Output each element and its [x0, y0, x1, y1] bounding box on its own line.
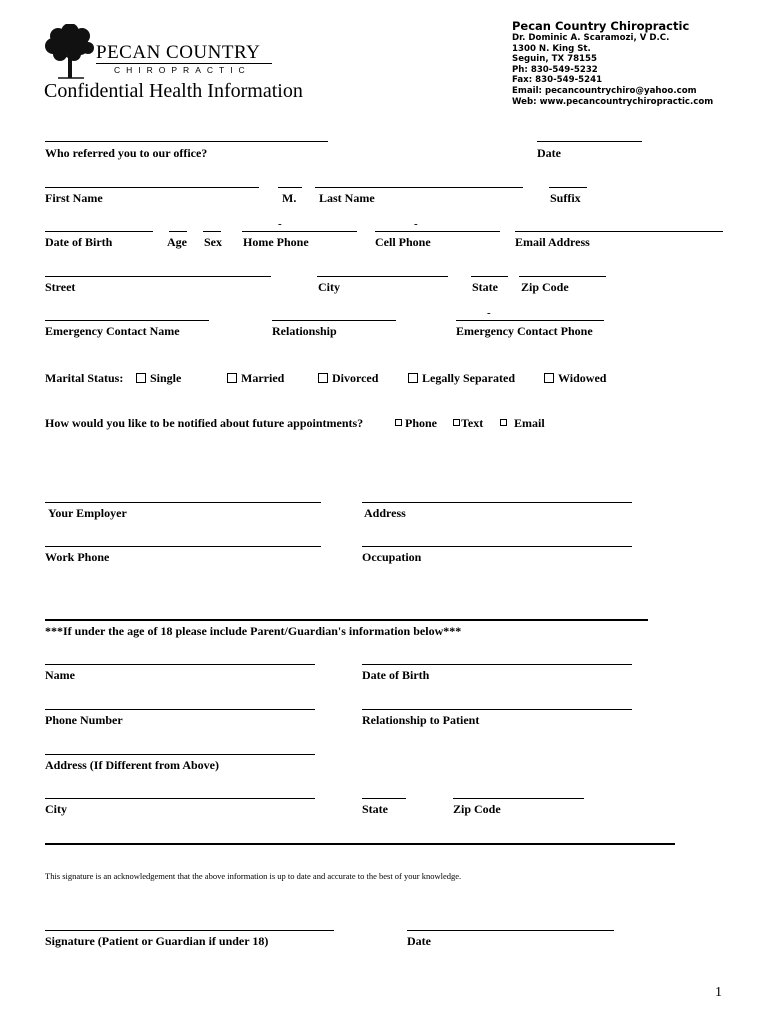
checkbox-icon[interactable]: [408, 373, 418, 383]
age-label: Age: [167, 235, 187, 249]
signature-date-field[interactable]: [407, 930, 614, 931]
dob-label: Date of Birth: [45, 235, 113, 249]
guardian-address-field[interactable]: [45, 754, 315, 755]
guardian-zip-field[interactable]: [453, 798, 584, 799]
city-label: City: [318, 280, 340, 294]
section-divider: [45, 843, 675, 845]
checkbox-icon[interactable]: [227, 373, 237, 383]
marital-option-married[interactable]: Married: [227, 371, 284, 386]
marital-option-legally-separated[interactable]: Legally Separated: [408, 371, 515, 386]
sex-field[interactable]: [203, 231, 221, 232]
guardian-city-field[interactable]: [45, 798, 315, 799]
state-field[interactable]: [471, 276, 508, 277]
middle-initial-field[interactable]: [278, 187, 302, 188]
pecan-tree-icon: [44, 24, 96, 80]
occupation-label: Occupation: [362, 550, 422, 564]
section-divider: [45, 619, 648, 621]
emergency-name-label: Emergency Contact Name: [45, 324, 180, 338]
checkbox-icon[interactable]: [395, 419, 402, 426]
relationship-label: Relationship: [272, 324, 337, 338]
suffix-field[interactable]: [549, 187, 587, 188]
guardian-address-label: Address (If Different from Above): [45, 758, 219, 772]
date-label: Date: [537, 146, 561, 160]
practice-info: [512, 20, 713, 107]
employer-label: Your Employer: [48, 506, 127, 520]
practice-city: Seguin, TX 78155: [512, 54, 597, 65]
practice-email: Email: pecancountrychiro@yahoo.com: [512, 85, 697, 96]
notify-option-text[interactable]: Text: [453, 416, 483, 431]
minor-notice: ***If under the age of 18 please include Parent/Guardian's information below***: [45, 624, 462, 638]
guardian-relationship-field[interactable]: [362, 709, 632, 710]
last-name-label: Last Name: [319, 191, 375, 205]
dob-field[interactable]: [45, 231, 153, 232]
middle-initial-label: M.: [282, 191, 297, 205]
practice-doctor: Dr. Dominic A. Scaramozi, V D.C.: [512, 33, 670, 43]
signature-label: Signature (Patient or Guardian if under 18): [45, 934, 269, 948]
age-field[interactable]: [169, 231, 187, 232]
first-name-label: First Name: [45, 191, 103, 205]
emergency-phone-label: Emergency Contact Phone: [456, 324, 593, 338]
guardian-relationship-label: Relationship to Patient: [362, 713, 480, 727]
employer-field[interactable]: [45, 502, 321, 503]
notify-option-email[interactable]: Email: [500, 416, 545, 431]
home-phone-label: Home Phone: [243, 235, 309, 249]
work-phone-field[interactable]: [45, 546, 321, 547]
guardian-name-field[interactable]: [45, 664, 315, 665]
employer-address-field[interactable]: [362, 502, 632, 503]
marital-option-single[interactable]: Single: [136, 371, 181, 386]
first-name-field[interactable]: [45, 187, 259, 188]
referred-label: Who referred you to our office?: [45, 146, 208, 160]
last-name-field[interactable]: [315, 187, 523, 188]
guardian-city-label: City: [45, 802, 67, 816]
referred-field[interactable]: [45, 141, 328, 142]
email-field[interactable]: [515, 231, 723, 232]
checkbox-icon[interactable]: [500, 419, 507, 426]
employer-address-label: Address: [364, 506, 406, 520]
sex-label: Sex: [204, 235, 222, 249]
zip-field[interactable]: [519, 276, 606, 277]
practice-street: 1300 N. King St.: [512, 43, 591, 54]
cell-phone-field[interactable]: [375, 231, 500, 232]
guardian-phone-field[interactable]: [45, 709, 315, 710]
marital-status-label: Marital Status:: [45, 371, 124, 385]
occupation-field[interactable]: [362, 546, 632, 547]
guardian-zip-label: Zip Code: [453, 802, 501, 816]
guardian-state-label: State: [362, 802, 388, 816]
zip-label: Zip Code: [521, 280, 569, 294]
emergency-name-field[interactable]: [45, 320, 209, 321]
signature-field[interactable]: [45, 930, 334, 931]
practice-web: Web: www.pecancountrychiropractic.com: [512, 96, 714, 107]
emergency-phone-field[interactable]: [456, 320, 604, 321]
acknowledgement-text: This signature is an acknowledgement that the above information is up to date and accurate to the best of your knowledge.: [45, 871, 462, 881]
state-label: State: [472, 280, 498, 294]
date-field[interactable]: [537, 141, 642, 142]
street-field[interactable]: [45, 276, 271, 277]
practice-phone: Ph: 830-549-5232: [512, 64, 598, 75]
notify-option-phone[interactable]: Phone: [395, 416, 437, 431]
email-label: Email Address: [515, 235, 590, 249]
work-phone-label: Work Phone: [45, 550, 110, 564]
relationship-field[interactable]: [272, 320, 396, 321]
guardian-phone-label: Phone Number: [45, 713, 123, 727]
page-title: Confidential Health Information: [44, 80, 303, 102]
checkbox-icon[interactable]: [318, 373, 328, 383]
guardian-state-field[interactable]: [362, 798, 406, 799]
logo: [44, 24, 274, 80]
suffix-label: Suffix: [550, 191, 581, 205]
page-number: 1: [715, 985, 722, 1000]
notify-label: How would you like to be notified about future appointments?: [45, 416, 364, 430]
checkbox-icon[interactable]: [544, 373, 554, 383]
practice-name: Pecan Country Chiropractic: [512, 19, 690, 33]
home-phone-field[interactable]: [242, 231, 357, 232]
logo-line2: CHIROPRACTIC: [114, 65, 251, 75]
cell-phone-label: Cell Phone: [375, 235, 431, 249]
guardian-dob-label: Date of Birth: [362, 668, 430, 682]
guardian-name-label: Name: [45, 668, 75, 682]
logo-line1: PECAN COUNTRY: [96, 42, 261, 63]
guardian-dob-field[interactable]: [362, 664, 632, 665]
marital-option-divorced[interactable]: Divorced: [318, 371, 378, 386]
marital-option-widowed[interactable]: Widowed: [544, 371, 606, 386]
checkbox-icon[interactable]: [453, 419, 460, 426]
signature-date-label: Date: [407, 934, 431, 948]
practice-fax: Fax: 830-549-5241: [512, 75, 603, 86]
checkbox-icon[interactable]: [136, 373, 146, 383]
city-field[interactable]: [317, 276, 448, 277]
street-label: Street: [45, 280, 76, 294]
